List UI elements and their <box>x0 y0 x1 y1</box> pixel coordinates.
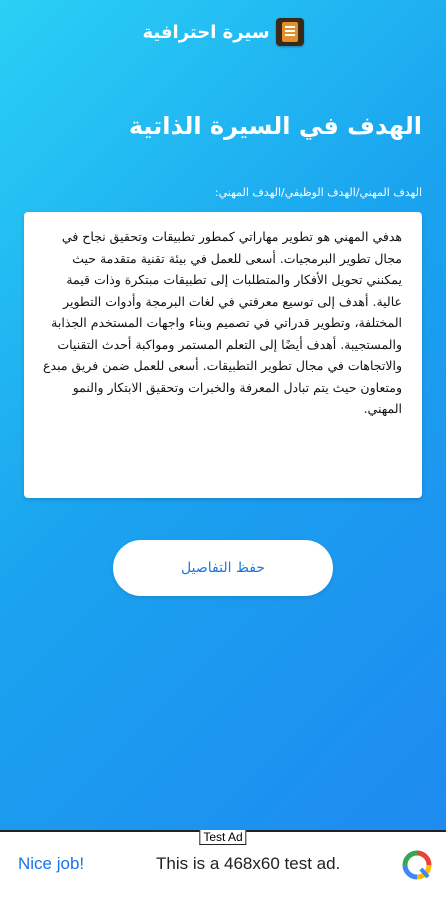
objective-field-label: الهدف المهني/الهدف الوظيفي/الهدف المهني: <box>214 186 422 199</box>
ad-tag: Test Ad <box>199 830 246 845</box>
app-header <box>0 14 446 50</box>
objective-text[interactable]: هدفي المهني هو تطوير مهاراتي كمطور تطبيقات وتحقيق نجاح في مجال تطوير البرمجيات. أسعى للعمل في بيئة تقنية متقدمة حيث يمكنني تحويل الأفكار والمتطلبات إلى تطبيقات مبتكرة وذات قيمة عالية. أهدف إلى توسيع معرفتي في لغات البرمجة وأدوات التطوير المختلفة، وتطوير قدراتي في تصميم وبناء واجهات المستخدم الجذابة والمستجيبة. أهدف أيضًا إلى التعلم المستمر ومواكبة أحدث التقنيات والاتجاهات في مجال تطوير التطبيقات. أسعى للعمل ضمن فريق مبدع ومتعاون حيث يتم تبادل المعرفة والخبرات وتحقيق الابتكار والنمو المهني. <box>43 229 402 416</box>
save-details-button[interactable]: حفظ التفاصيل <box>113 540 333 596</box>
ad-headline[interactable]: Nice job! <box>18 854 85 873</box>
app-title: سيرة احترافية <box>142 21 270 43</box>
ad-banner[interactable] <box>0 830 446 900</box>
ad-body[interactable]: This is a 468x60 test ad. <box>156 854 341 873</box>
app-logo-icon <box>276 18 304 46</box>
page-title: الهدف في السيرة الذاتية <box>128 112 422 140</box>
objective-textarea[interactable] <box>24 212 422 498</box>
ad-network-logo-icon[interactable] <box>402 850 432 880</box>
